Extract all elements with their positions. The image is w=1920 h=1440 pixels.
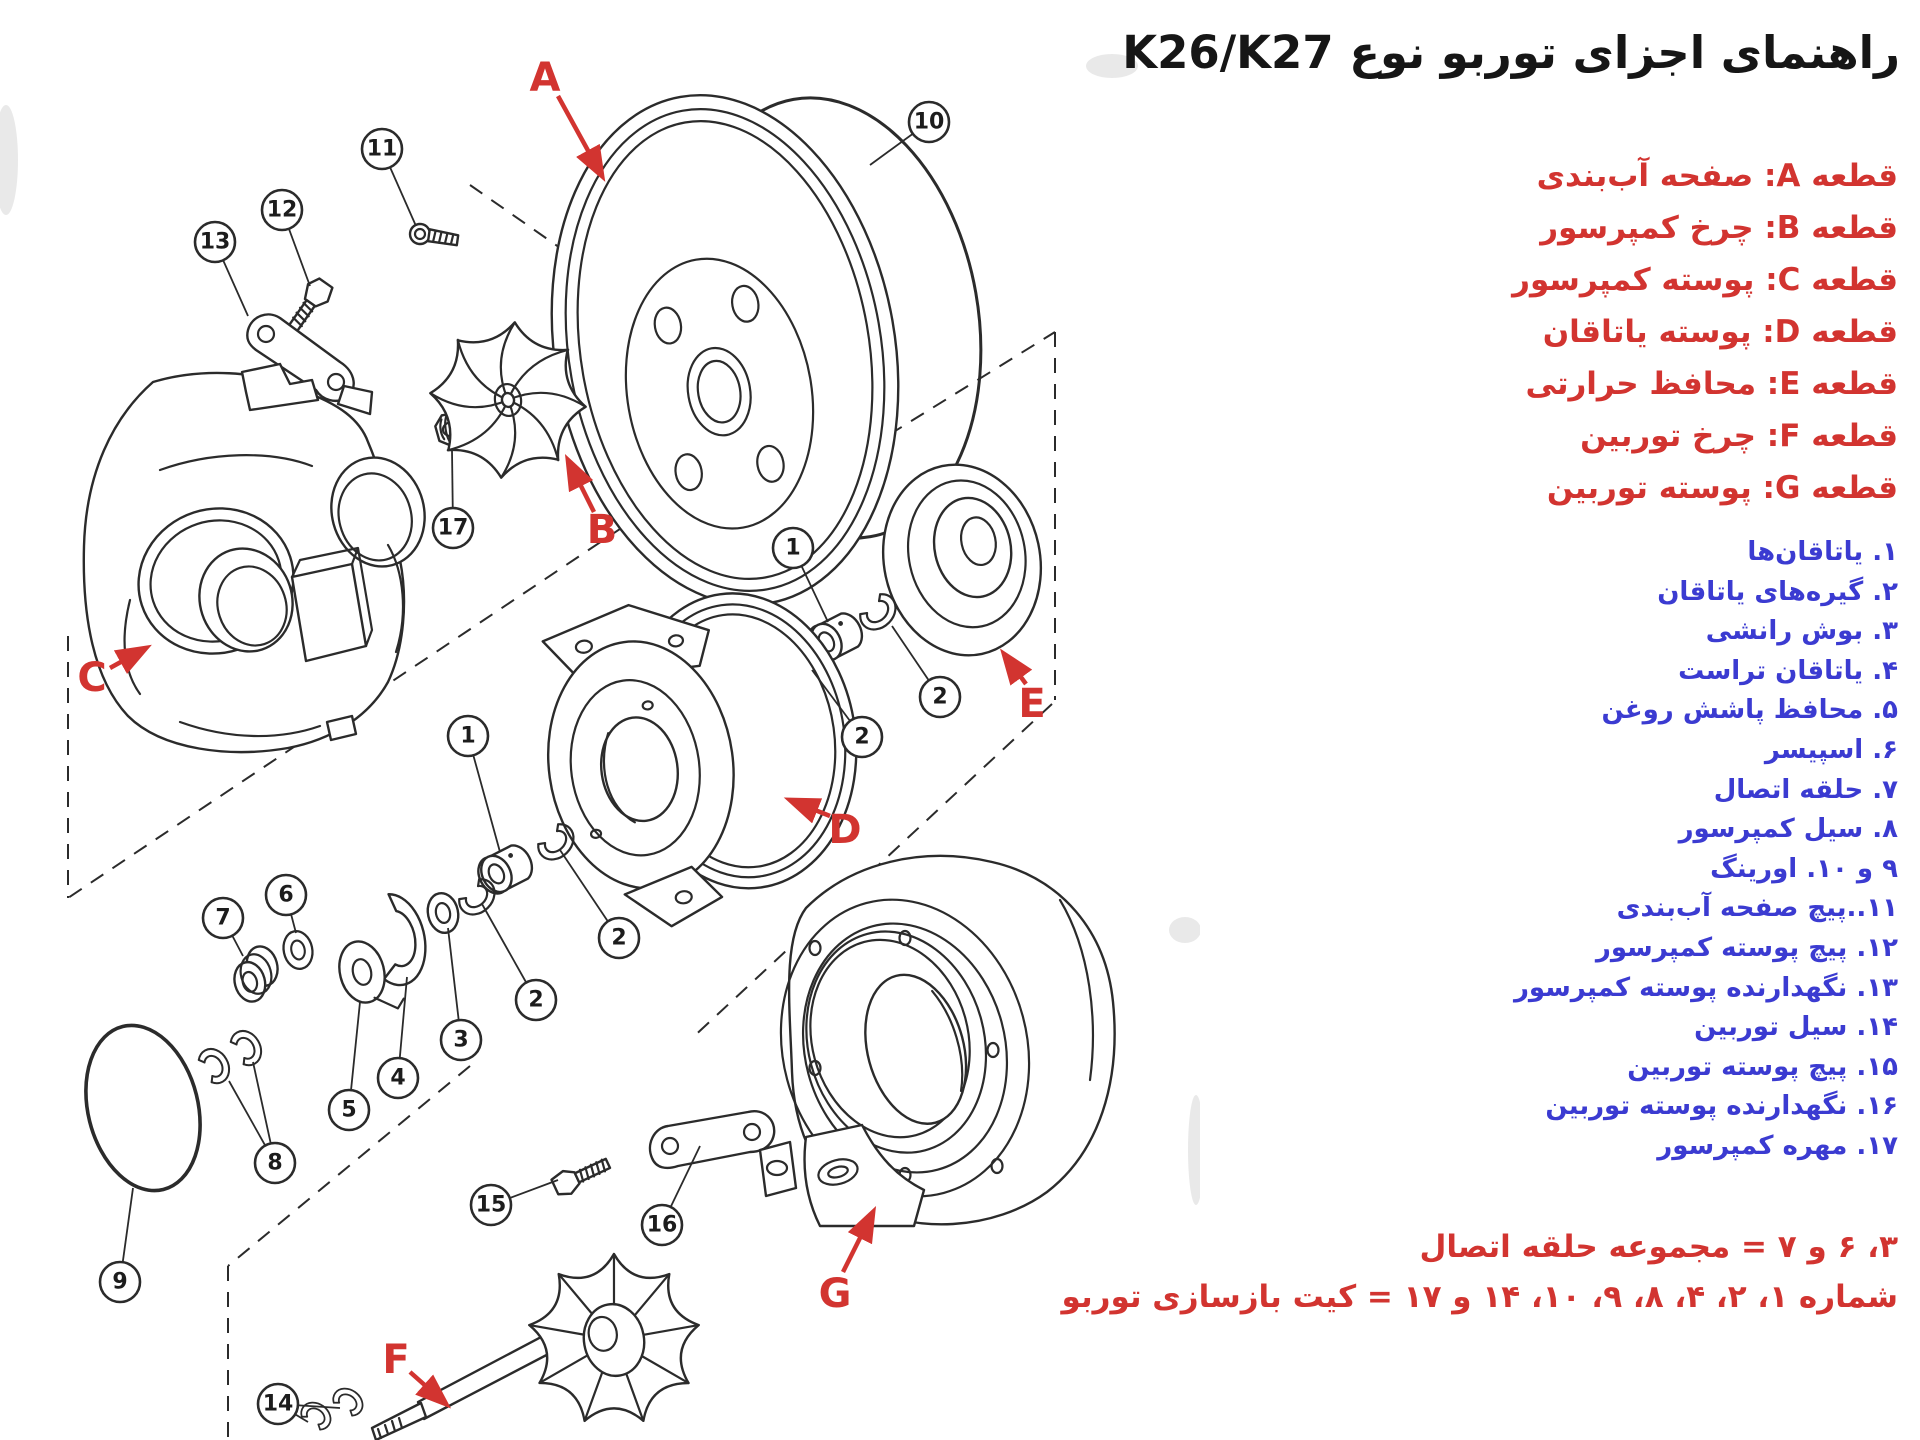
part-letter: F [382, 1337, 410, 1383]
callout-9 [100, 1188, 140, 1302]
callout-17 [433, 450, 473, 548]
red-arrow [558, 96, 602, 176]
bearing-set-left [424, 820, 580, 935]
callout-1 [448, 716, 500, 852]
callout-number: 2 [611, 925, 627, 951]
part-item: ۱۵. پیچ پوسته توربین [1627, 1051, 1898, 1082]
note-line: ۳، ۶ و ۷ = مجموعه حلقه اتصال [1419, 1229, 1898, 1265]
turbine-shaft-wheel-f [372, 1242, 713, 1440]
callout-number: 1 [460, 723, 476, 749]
page-title: راهنمای اجزای توربو نوع K26/K27 [1122, 26, 1900, 79]
legend-line: قطعه E: محافظ حرارتی [1525, 366, 1898, 402]
callout-number: 16 [646, 1212, 678, 1238]
callout-2 [482, 904, 556, 1020]
part-item: ۷. حلقه اتصال [1713, 774, 1898, 805]
callout-number: 15 [475, 1192, 507, 1218]
legend-line: قطعه F: چرخ توربین [1580, 418, 1898, 454]
callout-8 [229, 1062, 295, 1183]
part-label-E [1004, 654, 1046, 727]
callout-10 [870, 102, 949, 165]
note-line: شماره ۱، ۲، ۴، ۸، ۹، ۱۰، ۱۴ و ۱۷ = کیت بازسازی توربو [1061, 1279, 1898, 1315]
part-label-G [819, 1212, 873, 1317]
parts-list [1514, 533, 1898, 1167]
part-letter: B [586, 507, 618, 553]
legend-line: قطعه A: صفحه آب‌بندی [1536, 158, 1898, 194]
callout-number: 6 [278, 882, 294, 908]
callout-number: 4 [390, 1065, 406, 1091]
part-item: ۳. بوش رانشی [1705, 616, 1898, 647]
part-letter: G [818, 1271, 852, 1317]
thrust-collar-7 [227, 943, 285, 1005]
part-item: ۱۶. نگهدارنده پوسته توربین [1545, 1091, 1898, 1122]
callout-number: 17 [437, 515, 469, 541]
callout-12 [262, 190, 310, 286]
part-label-F [382, 1337, 446, 1404]
callout-number: 2 [932, 684, 948, 710]
callout-number: 5 [341, 1097, 357, 1123]
part-item: ۸. سیل کمپرسور [1678, 814, 1898, 845]
callout-number: 9 [112, 1269, 128, 1295]
callout-number: 10 [913, 109, 945, 135]
retainer-plate-16 [650, 1111, 774, 1168]
callout-3 [441, 928, 481, 1060]
part-item: ۱۲. پیچ پوسته کمپرسور [1595, 932, 1898, 963]
callout-number: 13 [199, 229, 231, 255]
part-item: ۱۴. سیل توربین [1694, 1012, 1898, 1043]
part-label-A [530, 55, 602, 176]
heat-shield-e [866, 450, 1059, 670]
compressor-housing-c [84, 364, 437, 752]
callout-5 [329, 1002, 369, 1130]
part-item: ۱. یاتاقان‌ها [1747, 537, 1898, 567]
part-letter: A [529, 55, 561, 101]
callout-number: 8 [267, 1150, 283, 1176]
callout-number: 1 [785, 535, 801, 561]
callout-15 [471, 1180, 558, 1225]
spacer-6 [280, 928, 316, 971]
part-letter: E [1018, 681, 1046, 727]
callout-number: 12 [266, 197, 298, 223]
callout-number: 3 [453, 1027, 469, 1053]
callout-number: 2 [528, 987, 544, 1013]
seal-plate-a [513, 67, 937, 632]
o-ring-9 [69, 1013, 216, 1203]
callout-number: 14 [262, 1391, 294, 1417]
part-item: ۴. یاتاقان تراست [1678, 655, 1898, 686]
part-item: ۱۷. مهره کمپرسور [1657, 1130, 1898, 1161]
bolt-15 [550, 1153, 613, 1199]
part-item: ۱۳. نگهدارنده پوسته کمپرسور [1513, 972, 1898, 1003]
callout-6 [266, 875, 306, 933]
callout-4 [378, 977, 418, 1098]
callout-number: 7 [215, 905, 231, 931]
legend-line: قطعه D: پوسته یاتاقان [1542, 314, 1898, 350]
legend-line: قطعه G: پوسته توربین [1546, 470, 1898, 506]
legend-parts [1512, 150, 1898, 514]
part-letter: D [828, 807, 862, 853]
legend-line: قطعه B: چرخ کمپرسور [1540, 210, 1898, 246]
screw-11 [409, 223, 459, 249]
callout-14 [258, 1384, 340, 1424]
part-letter: C [77, 655, 107, 701]
part-item: ۹ و ۱۰. اورینگ [1710, 853, 1898, 884]
callout-7 [203, 898, 243, 956]
legend-line: قطعه C: پوسته کمپرسور [1512, 262, 1898, 298]
callout-13 [195, 222, 248, 316]
callout-number: 2 [854, 724, 870, 750]
part-item: ۲. گیره‌های یاتاقان [1657, 576, 1898, 607]
callout-11 [362, 129, 416, 226]
kit-notes [1062, 1222, 1898, 1322]
turbine-housing-g [748, 856, 1114, 1226]
part-item: ۶. اسپیسر [1764, 734, 1898, 765]
part-item: ۵. محافظ پاشش روغن [1601, 695, 1898, 726]
red-arrow [1004, 654, 1026, 684]
callout-number: 11 [366, 136, 398, 162]
part-item: ۱۱..پیچ صفحه آب‌بندی [1616, 893, 1898, 924]
